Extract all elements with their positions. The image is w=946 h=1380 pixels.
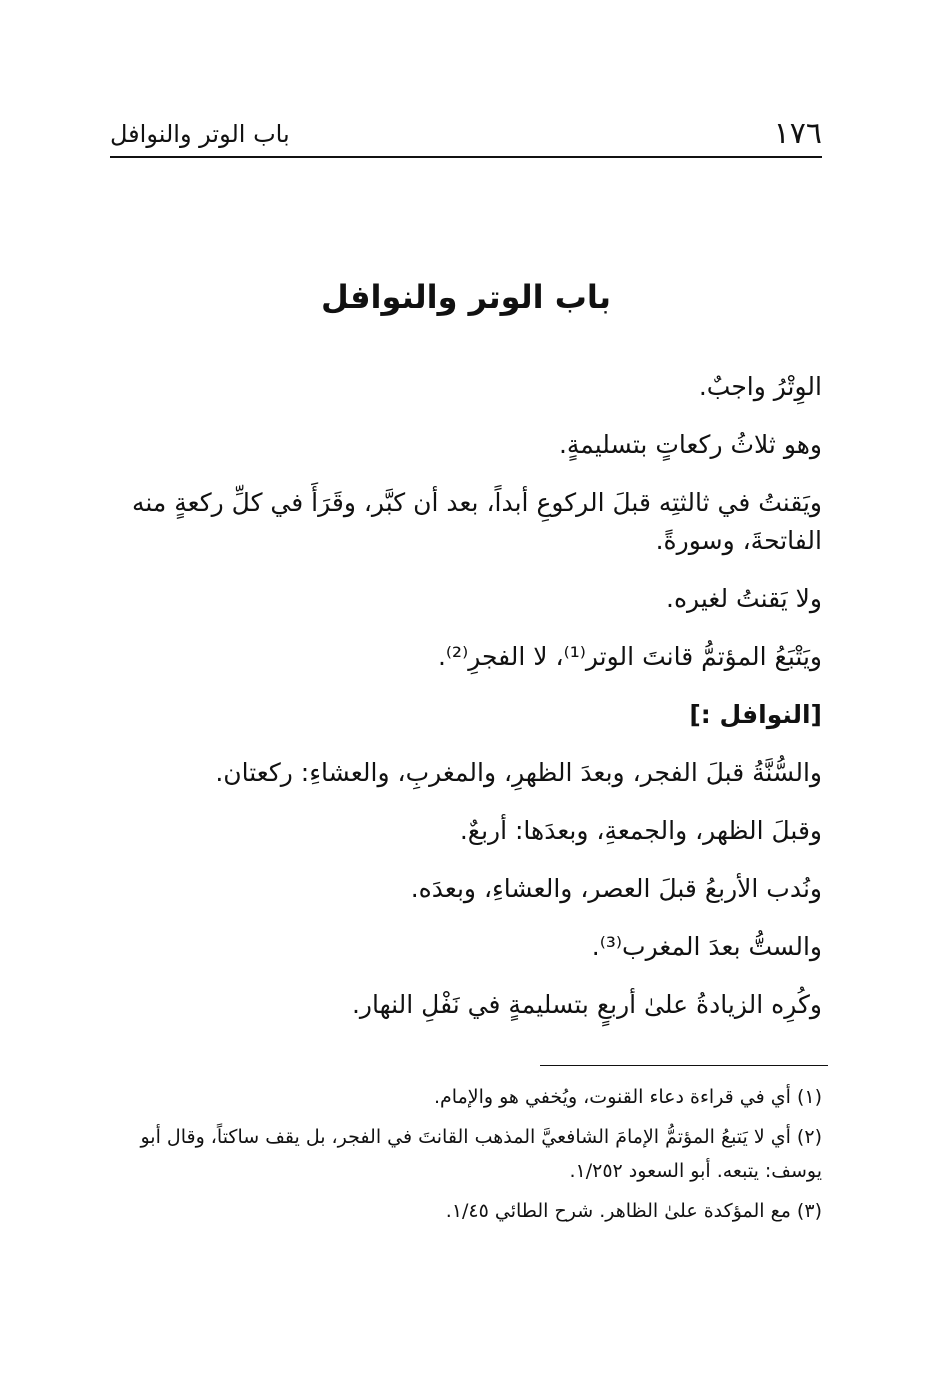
page-number: ١٧٦ <box>773 116 822 151</box>
paragraph-disliked-increase: وكُرِه الزيادةُ علىٰ أربعٍ بتسليمةٍ في نَفْلِ النهار. <box>351 990 822 1019</box>
section-heading-nawafil: [النوافل :] <box>689 700 822 729</box>
paragraph-six-after-maghrib: والستُّ بعدَ المغرب⁽³⁾. <box>591 932 822 961</box>
paragraph-witr-obligatory: الوِتْرُ واجبٌ. <box>698 372 822 401</box>
footnotes <box>116 1080 822 1234</box>
running-title: باب الوتر والنوافل <box>110 120 290 148</box>
paragraph-recommended-four: ونُدب الأربعُ قبلَ العصر، والعشاءِ، وبعدَه. <box>410 874 822 903</box>
paragraph-three-rakats: وهو ثلاثُ ركعاتٍ بتسليمةٍ. <box>558 430 822 459</box>
paragraph-qunut-timing: ويَقنتُ في ثالثتِه قبلَ الركوعِ أبداً، بعد أن كبَّر، وقَرَأَ في كلِّ ركعةٍ منه الفاتحةَ، وسورةً. <box>131 488 822 555</box>
main-text <box>116 368 822 1044</box>
footnote-divider <box>540 1065 828 1066</box>
paragraph-no-qunut-other: ولا يَقنتُ لغيره. <box>666 584 822 613</box>
footnote-1: (١) أي في قراءة دعاء القنوت، ويُخفي هو والإمام. <box>433 1086 822 1108</box>
paragraph-sunnah-four: وقبلَ الظهر، والجمعةِ، وبعدَها: أربعٌ. <box>459 816 822 845</box>
footnote-2: (٢) أي لا يَتبعُ المؤتمُّ الإمامَ الشافعيَّ المذهب القانتَ في الفجر، بل يقف ساكتاً، وقال أبو يوسف: يتبعه. أبو السعود ١/٢٥٢. <box>140 1126 822 1182</box>
page-header <box>110 112 822 158</box>
footnote-3: (٣) مع المؤكدة علىٰ الظاهر. شرح الطائي ١/٤٥. <box>445 1200 822 1222</box>
paragraph-sunnah-two: والسُّنَّةُ قبلَ الفجر، وبعدَ الظهرِ، والمغربِ، والعشاءِ: ركعتان. <box>215 758 822 787</box>
chapter-title: باب الوتر والنوافل <box>321 278 611 316</box>
paragraph-follower-qunut: ويَتْبَعُ المؤتمُّ قانتَ الوتر⁽¹⁾، لا الفجرِ⁽²⁾. <box>437 642 822 671</box>
